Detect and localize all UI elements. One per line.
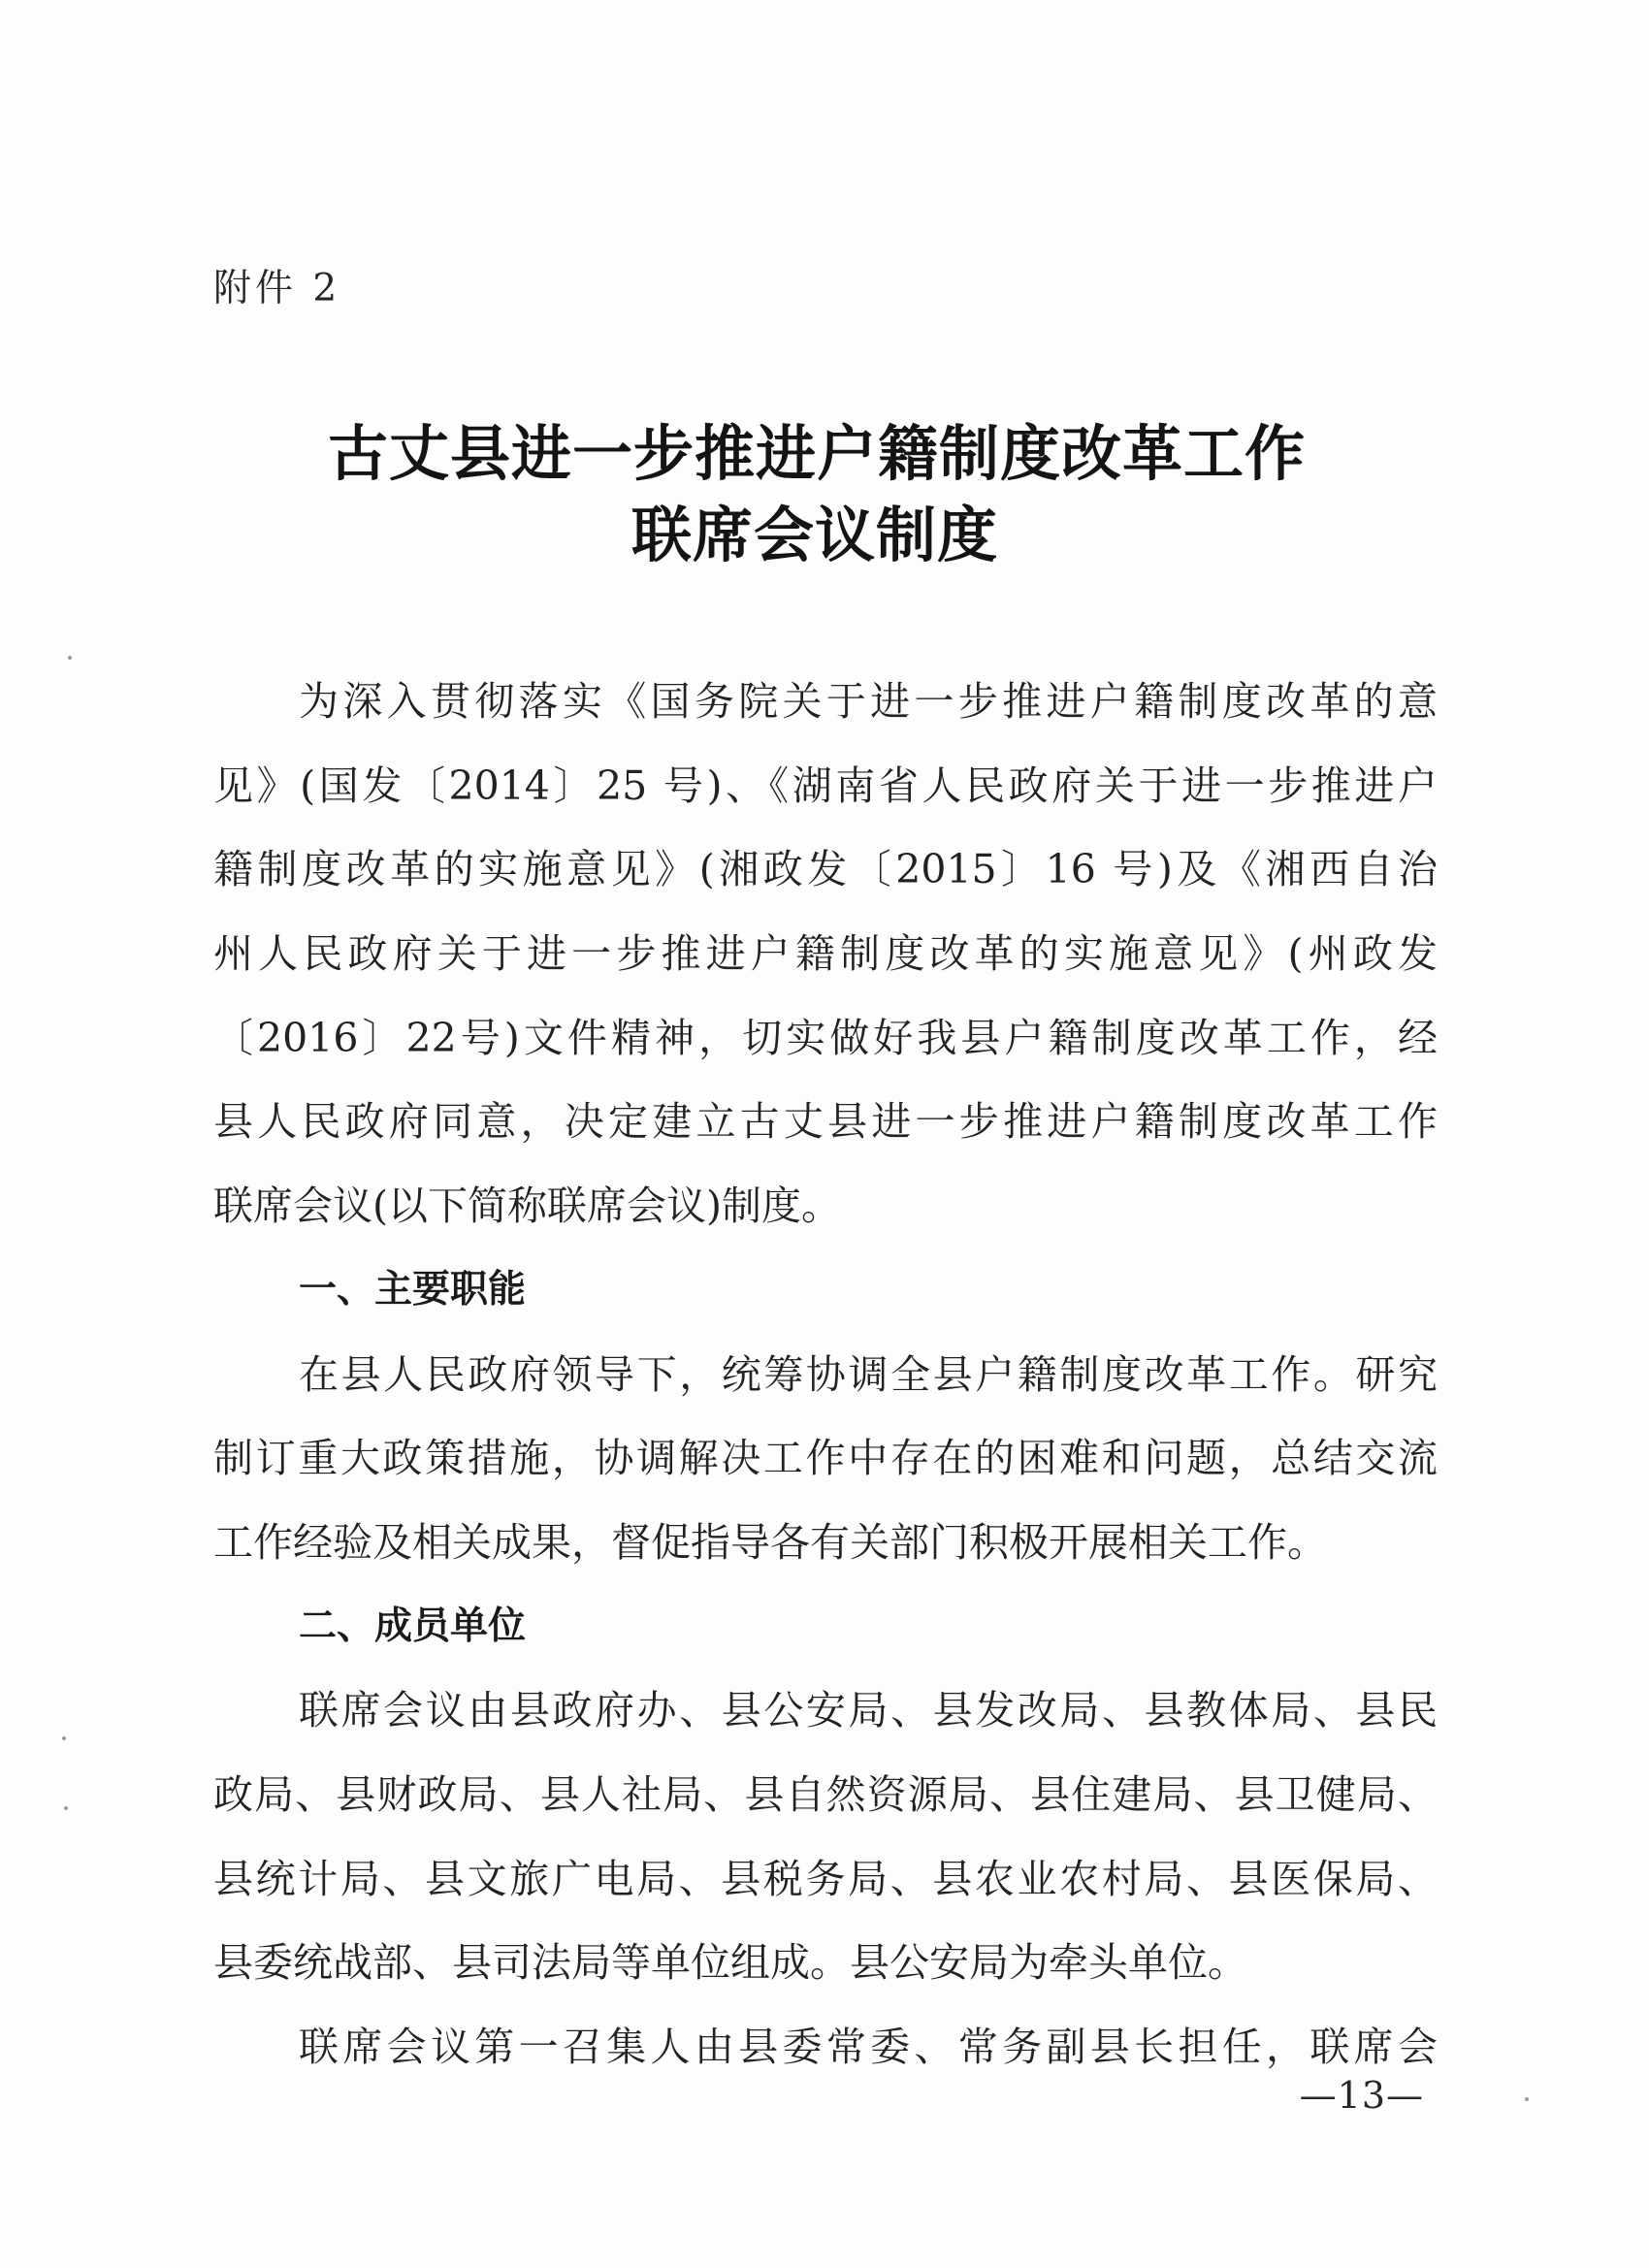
attachment-label: 附件 2 — [213, 267, 341, 310]
section-heading-main-functions: 一、主要职能 — [299, 1267, 527, 1312]
scan-speck — [62, 1736, 66, 1740]
scan-speck — [68, 656, 72, 660]
section1-line: 在县人民政府领导下，统筹协调全县户籍制度改革工作。研究 — [299, 1350, 1438, 1398]
scan-speck — [64, 1806, 68, 1810]
section-heading-member-units: 二、成员单位 — [299, 1604, 527, 1648]
section1-line: 工作经验及相关成果，督促指导各有关部门积极开展相关工作。 — [213, 1518, 1327, 1566]
section2-line: 县委统战部、县司法局等单位组成。县公安局为牵头单位。 — [213, 1939, 1247, 1987]
intro-line: 籍制度改革的实施意见》(湘政发〔2015〕16 号)及《湘西自治 — [213, 846, 1438, 893]
document-title-line-2: 联席会议制度 — [630, 500, 998, 570]
scan-speck — [1525, 2097, 1529, 2101]
section2-line: 县统计局、县文旅广电局、县税务局、县农业农村局、县医保局、 — [213, 1855, 1438, 1902]
intro-line: 〔2016〕22号)文件精神，切实做好我县户籍制度改革工作，经 — [213, 1014, 1438, 1061]
section1-line: 制订重大政策措施，协调解决工作中存在的困难和问题，总结交流 — [213, 1435, 1438, 1482]
intro-line: 为深入贯彻落实《国务院关于进一步推进户籍制度改革的意 — [299, 678, 1438, 725]
intro-line: 联席会议(以下简称联席会议)制度。 — [213, 1183, 841, 1230]
intro-line: 县人民政府同意，决定建立古丈县进一步推进户籍制度改革工作 — [213, 1098, 1438, 1146]
section2-continued-line: 联席会议第一召集人由县委常委、常务副县长担任，联席会 — [299, 2024, 1438, 2070]
section2-line: 联席会议由县政府办、县公安局、县发改局、县教体局、县民 — [299, 1687, 1438, 1734]
section2-line: 政局、县财政局、县人社局、县自然资源局、县住建局、县卫健局、 — [213, 1770, 1438, 1818]
page-number: —13— — [1299, 2074, 1424, 2117]
document-title-line-1: 古丈县进一步推进户籍制度改革工作 — [327, 418, 1306, 489]
intro-line: 见》(国发〔2014〕25 号)、《湖南省人民政府关于进一步推进户 — [213, 761, 1438, 809]
document-body — [213, 660, 1438, 2090]
intro-line: 州人民政府关于进一步推进户籍制度改革的实施意见》(州政发 — [213, 930, 1438, 978]
